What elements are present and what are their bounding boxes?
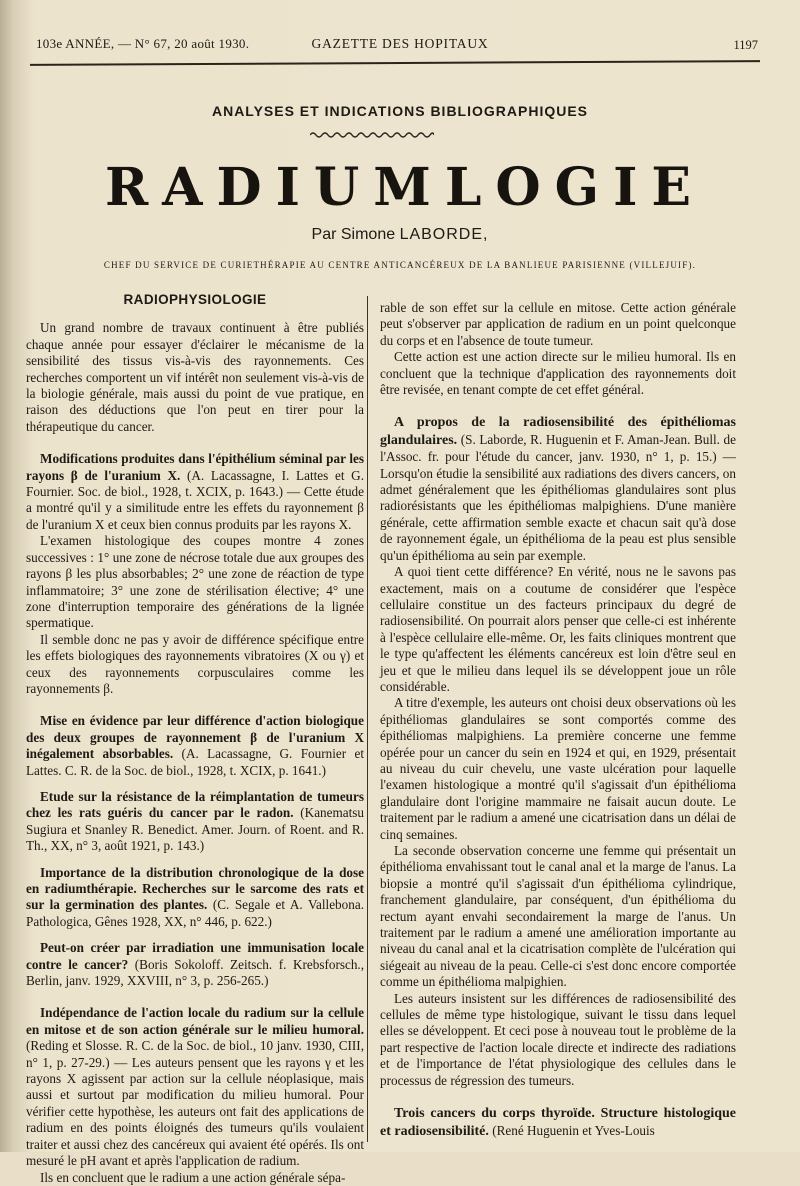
subsection-heading: RADIOPHYSIOLOGIE bbox=[123, 292, 267, 307]
intro-paragraph: Un grand nombre de travaux continuent à être publiés chaque année pour essayer d'éclairer le mécanisme de la sensibilité des tissus vis-à-vis des rayonnements. Ces recherches comportent un vif intérêt non seulement vis-à-vis de la biologie générale, mais aussi du point de vue pratique, en raison des déductions que l'on peut en tirer pour la thérapeutique du cancer. bbox=[26, 320, 364, 434]
author-prefix: Par Simone bbox=[311, 226, 396, 243]
left-column bbox=[26, 292, 365, 1185]
author-line bbox=[0, 226, 800, 244]
entry-uranium-epithelium: Modifications produites dans l'épithélium séminal par les rayons β de l'uranium X. (A. Lacassagne, I. Lattes et G. Fournier. Soc. de biol., 1928, t. XCIX, p. 1643.) — Cette étude a montré qu'il y a similitude entre les effets du rayonnement β de l'uranium X et ceux bien connus produits par les rayons X. bbox=[26, 451, 365, 532]
entry-chronological-dose: Importance de la distribution chronologique de la dose en radiumthérapie. Recherches sur le sarcome des rats et sur la germination des plantes. (C. Segale et A. Vallebona. Pathologica, Gênes 1928, XX, n° 446, p. 622.) bbox=[26, 864, 364, 929]
paragraph: Il semble donc ne pas y avoir de différence spécifique entre les effets biologiques des rayonnements vibratoires (X ou γ) et ceux des rayonnements corpusculaires comme les rayonnements β. bbox=[26, 631, 364, 696]
section-heading: ANALYSES ET INDICATIONS BIBLIOGRAPHIQUES bbox=[211, 103, 589, 119]
paragraph: A quoi tient cette différence? En vérité, nous ne le savons pas exactement, mais on a coutume de considérer que l'espèce cellulaire constitue un des facteurs principaux du degré de radiosensibilité. On pourrait alors penser que celle-ci est inhérente à l'espèce cellulaire elle-même. Or, les faits cliniques montrent que le type qu'affectent les éléments cancéreux est loin d'être seul en jeu et que le milieu dans lequel ils se développent joue un rôle considérable. bbox=[380, 564, 736, 694]
journal-name: GAZETTE DES HOPITAUX bbox=[311, 36, 489, 51]
right-column bbox=[380, 300, 736, 1150]
paragraph: Ils en concluent que le radium a une action générale sépa- bbox=[40, 1169, 346, 1185]
paragraph: La seconde observation concerne une femme qui présentait un épithélioma envahissant tout le canal anal et la marge de l'anus. La biopsie a montré qu'il s'agissait d'un épithélioma cylindrique, franchement glandulaire, par conséquent, d'un épithélioma du rectum ayant envahi secondairement la marge de l'anus. Un traitement par le radium a amené une amélioration importante au niveau du canal anal et la cicatrisation complète de l'ulcération qui siégeait au niveau de la peau. Celle-ci s'est donc encore comportée comme un épithélioma malpighien. bbox=[380, 843, 736, 990]
paragraph: A titre d'exemple, les auteurs ont choisi deux observations où les épithéliomas glandulaires se sont comportés comme des épithéliomas malpighiens. La première concerne une femme opérée pour un cancer du sein en 1924 et qui, en 1929, présentait au niveau du cuir chevelu, une vaste ulcération pour laquelle l'examen histologique a montré qu'il s'agissait d'un épithélioma glandulaire dont l'origine mammaire ne faisait aucun doute. Le traitement par le radium a amené une cicatrisation dans un délai de cinq semaines. bbox=[380, 695, 736, 842]
paragraph: rable de son effet sur la cellule en mitose. Cette action générale peut s'observer par application de radium en un point quelconque du corps et en l'absence de toute tumeur. bbox=[380, 300, 736, 348]
page-number: 1197 bbox=[733, 38, 758, 52]
entry-radon-rats: Etude sur la résistance de la réimplantation de tumeurs chez les rats guéris du cancer par le radon. (Kanematsu Sugiura et Snanley R. Benedict. Amer. Journ. of Roent. and R. Th., XX, n° 3, août 1921, p. 143.) bbox=[26, 788, 364, 854]
author-affiliation: CHEF DU SERVICE DE CURIETHÉRAPIE AU CENTRE ANTICANCÉREUX DE LA BANLIEUE PARISIENNE (VILLEJUIF). bbox=[103, 260, 697, 270]
entry-thyroid-cancers: Trois cancers du corps thyroïde. Structure histologique et radiosensibilité. (René Huguenin et Yves-Louis bbox=[380, 1106, 736, 1139]
article-title: RADIUMLOGIE bbox=[104, 157, 706, 218]
issue-info: 103e ANNÉE, — N° 67, 20 août 1930. bbox=[36, 36, 250, 51]
column-divider bbox=[367, 296, 368, 1142]
paragraph: Les auteurs insistent sur les différences de radiosensibilité des cellules de même type histologique, suivant le tissu dans lequel elles se développent. Et ceci pose à nouveau tout le problème de la part respective de l'action locale directe et indirecte des radiations et de l'importance de l'état physiologique des cellules dans le processus de régression des tumeurs. bbox=[380, 990, 736, 1088]
paragraph: Cette action est une action directe sur le milieu humoral. Ils en concluent que la technique d'application des rayonnements doit être revisée, en tenant compte de cet effet général. bbox=[380, 349, 736, 398]
entry-glandular-radiosensitivity: A propos de la radiosensibilité des épithéliomas glandulaires. (S. Laborde, R. Huguenin et F. Aman-Jean. Bull. de l'Assoc. fr. pour l'étude du cancer, janv. 1930, n° 1, p. 15.) — Lorsqu'on étudie la sensibilité aux radiations des divers cancers, on admet généralement que les épithéliomas glandulaires sont plus radiorésistants que les épithéliomas malpighiens. D'une manière générale, cette affirmation semble exacte et chacun sait qu'à dose de rayonnement égale, un épithélioma de la peau est plus sensible qu'un épithélioma au sein par exemple. bbox=[380, 415, 737, 563]
entry-immunisation: Peut-on créer par irradiation une immunisation locale contre le cancer? (Boris Sokoloff. Zeitsch. f. Krebsforsch., Berlin, janv. 1929, XXVIII, n° 3, p. 256-265.) bbox=[26, 940, 365, 989]
entry-beta-groups: Mise en évidence par leur différence d'action biologique des deux groupes de rayonnement β de l'uranium X inégalement absorbables. (A. Lacassagne, G. Fournier et Lattes. C. R. de la Soc. de biol., 1928, t. XCIX, p. 1641.) bbox=[26, 713, 364, 778]
entry-local-action: Indépendance de l'action locale du radium sur la cellule en mitose et de son action générale sur le milieu humoral. (Reding et Slosse. R. C. de la Soc. de biol., 10 janv. 1930, CIII, n° 1, p. 27-29.) — Les auteurs pensent que les rayons γ et les rayons X agissent par action sur la cellule néoplasique, mais aussi et surtout par modification du milieu humoral. Pour vérifier cette hypothèse, les auteurs ont fait des applications de radium en des points éloignés des tumeurs qu'ils voulaient traiter et aussi chez des cancéreux qui avaient été opérés. Ils ont mesuré le pH avant et après l'application de radium. bbox=[26, 1005, 364, 1169]
header-rule bbox=[30, 60, 760, 66]
wavy-ornament bbox=[310, 130, 434, 140]
author-name: LABORDE, bbox=[399, 226, 489, 243]
paragraph: L'examen histologique des coupes montre 4 zones successives : 1° une zone de nécrose totale due aux groupes des rayons β les plus absorbables; 2° une zone de réaction de type inflammatoire; 3° une zone de stérilisation élective; 4° une zone d'interruption temporaire des générations de la lignée spermatique. bbox=[26, 533, 364, 631]
running-header bbox=[28, 30, 772, 56]
